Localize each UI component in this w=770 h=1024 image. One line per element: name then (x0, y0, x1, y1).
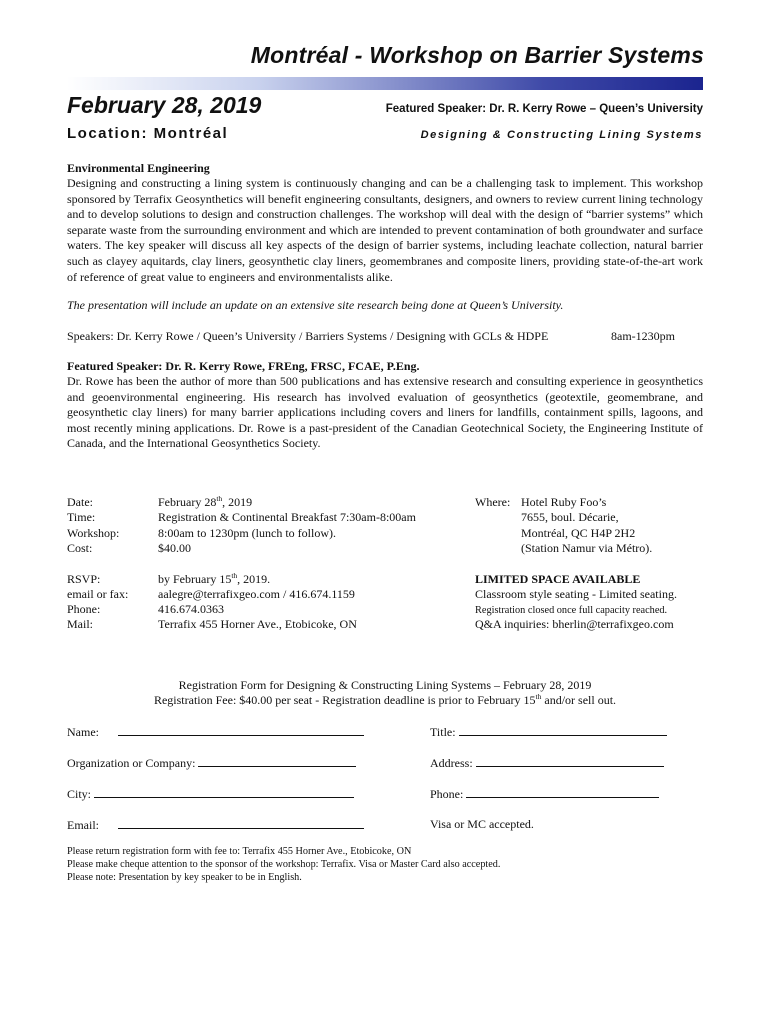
bio-paragraph: Dr. Rowe has been the author of more than 500 publications and has extensive research and consulting experience in geosynthetics and geoenvironmental engineering. His research has involved evaluation of geosynthetics (geotextile, geomembrane, and geosynthetic clay liners) for many barrier applications including covers and liners for landfills, containment spills, lagoons, and most recently mining applications. Dr. Rowe is a past-president of the Canadian Geotechnical Society, the Engineering Institute of Canada, and the International Geosynthetics Society. (67, 374, 703, 451)
where-line: Montréal, QC H4P 2H2 (521, 526, 636, 540)
address-field[interactable] (430, 755, 664, 771)
section-heading-environmental: Environmental Engineering (67, 161, 210, 175)
speakers-line: Speakers: Dr. Kerry Rowe / Queen’s University / Barriers Systems / Designing with GCLs & HDPE (67, 329, 549, 343)
cost-value: $40.00 (158, 541, 191, 555)
city-field[interactable] (67, 786, 354, 802)
page-title: Montréal - Workshop on Barrier Systems (250, 42, 704, 68)
phone-input-line[interactable] (466, 786, 659, 798)
name-input-line[interactable] (118, 724, 364, 736)
workshop-value: 8:00am to 1230pm (lunch to follow). (158, 526, 336, 540)
where-line: (Station Namur via Métro). (521, 541, 653, 555)
address-input-line[interactable] (476, 755, 664, 767)
qa-inquiries[interactable]: Q&A inquiries: bherlin@terrafixgeo.com (475, 617, 674, 631)
email-field-label: Email: (67, 818, 99, 832)
presentation-note: The presentation will include an update on an extensive site research being done at Queen’s University. (67, 298, 564, 312)
where-label: Where: (475, 495, 511, 509)
footer-line: Please return registration form with fee to: Terrafix 455 Horner Ave., Etobicoke, ON (67, 846, 412, 857)
phone-label: Phone: (67, 602, 101, 616)
address-label: Address: (430, 756, 473, 770)
workshop-label: Workshop: (67, 526, 120, 540)
form-title: Registration Form for Designing & Constructing Lining Systems – February 28, 2019 (178, 678, 592, 692)
title-field[interactable] (430, 724, 667, 740)
seating-note: Classroom style seating - Limited seating. (475, 587, 677, 601)
organization-field[interactable] (67, 755, 356, 771)
rsvp-label: RSVP: (67, 572, 101, 586)
city-input-line[interactable] (94, 786, 354, 798)
mail-value: Terrafix 455 Horner Ave., Etobicoke, ON (158, 617, 357, 631)
email-field[interactable] (67, 817, 364, 833)
registration-closed-note: Registration closed once full capacity reached. (475, 605, 668, 616)
email-input-line[interactable] (118, 817, 364, 829)
rsvp-value: by February 15th, 2019. (158, 571, 271, 586)
city-label: City: (67, 787, 92, 801)
footer-line: Please make cheque attention to the sponsor of the workshop: Terrafix. Visa or Master Card also accepted. (67, 859, 501, 870)
name-label: Name: (67, 725, 99, 739)
title-input-line[interactable] (459, 724, 667, 736)
cost-label: Cost: (67, 541, 93, 555)
where-line: 7655, boul. Décarie, (521, 510, 619, 524)
event-location: Location: Montréal (67, 125, 229, 142)
phone-field[interactable] (430, 786, 659, 802)
email-label: email or fax: (67, 587, 129, 601)
name-field[interactable] (67, 724, 364, 740)
payment-note: Visa or MC accepted. (430, 817, 534, 831)
speakers-time: 8am-1230pm (611, 329, 675, 343)
organization-input-line[interactable] (198, 755, 356, 767)
form-fee: Registration Fee: $40.00 per seat - Registration deadline is prior to February 15th and/or sell out. (153, 692, 617, 707)
time-label: Time: (67, 510, 96, 524)
bio-heading: Featured Speaker: Dr. R. Kerry Rowe, FREng, FRSC, FCAE, P.Eng. (67, 359, 420, 373)
featured-speaker-header: Featured Speaker: Dr. R. Kerry Rowe – Queen’s University (385, 103, 703, 115)
where-line: Hotel Ruby Foo’s (521, 495, 607, 509)
email-value[interactable]: aalegre@terrafixgeo.com / 416.674.1159 (158, 587, 355, 601)
title-label: Title: (430, 725, 456, 739)
organization-label: Organization or Company: (67, 756, 196, 770)
footer-line: Please note: Presentation by key speaker to be in English. (67, 872, 302, 883)
mail-label: Mail: (67, 617, 93, 631)
limited-space-notice: LIMITED SPACE AVAILABLE (475, 572, 641, 586)
workshop-subtitle: Designing & Constructing Lining Systems (420, 129, 703, 141)
title-gradient-bar (67, 77, 703, 90)
time-value: Registration & Continental Breakfast 7:30am-8:00am (158, 510, 416, 524)
date-value: February 28th, 2019 (158, 494, 253, 509)
date-label: Date: (67, 495, 93, 509)
intro-paragraph: Designing and constructing a lining system is continuously changing and can be a challenging task to implement. This workshop sponsored by Terrafix Geosynthetics will benefit engineering consultants, designers, and owners to review current lining technology and to develop solutions to design and construction challenges. The workshop will deal with the design of “barrier systems” which separate waste from the surrounding environment and which are intended to prevent contamination of both groundwater and surface waters. The key speaker will discuss all key aspects of the design of barrier systems, including leachate collection, natural barrier such as clayey aquitards, clay liners, geosynthetic clay liners, geomembranes and composite liners, providing state-of-the-art work of reference of great value to engineers and environmentalists alike. (67, 176, 703, 284)
phone-field-label: Phone: (430, 787, 464, 801)
phone-value: 416.674.0363 (158, 602, 224, 616)
event-date: February 28, 2019 (67, 92, 262, 118)
